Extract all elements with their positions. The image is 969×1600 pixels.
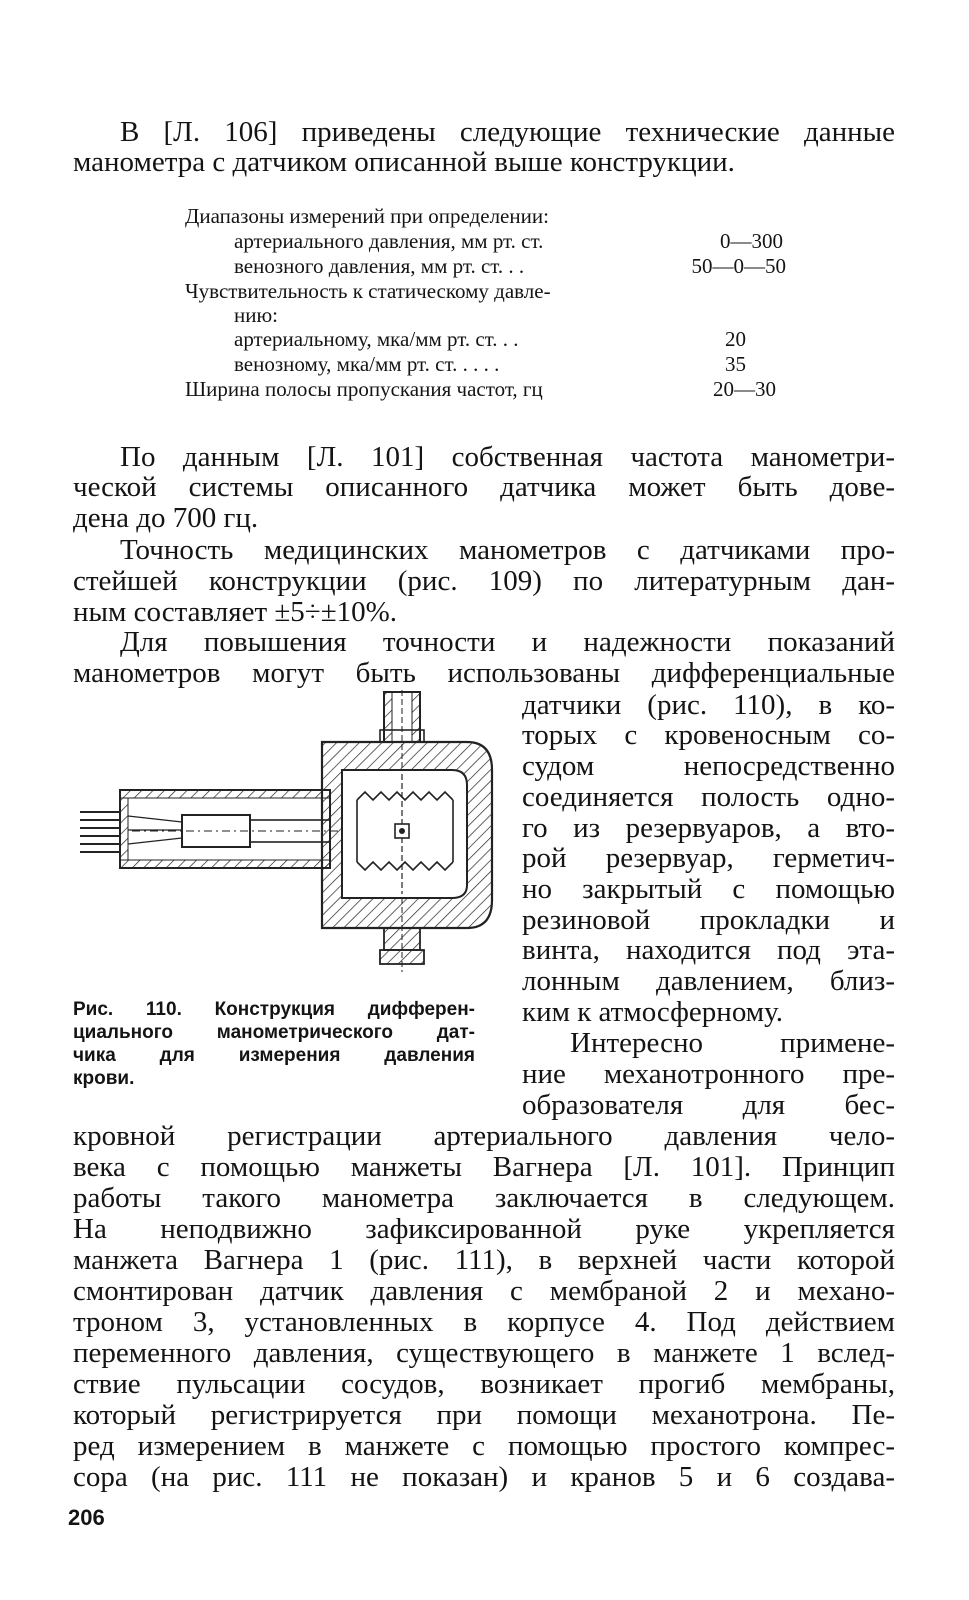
spec-venous-sens-value: 35: [725, 352, 746, 376]
tube-housing: [120, 790, 330, 868]
spec-bandwidth-label: Ширина полосы пропускания частот, гц: [185, 377, 543, 401]
intro-line: В [Л. 106] приведены следующие технические данные: [120, 116, 895, 148]
spec-arterial-value: 0—300: [720, 229, 783, 253]
para3-wrap-line: но закрытый с помощью: [522, 873, 895, 905]
para4-line: ствие пульсации сосудов, возникает прогиб мембраны,: [73, 1368, 895, 1400]
para3-wrap-line: соединяется полость одно-: [522, 781, 895, 813]
sensor-body: [322, 742, 492, 928]
para4-wrap-line: ние механотронного пре-: [522, 1058, 895, 1090]
para4-line: смонтирован датчик давления с мембраной 2 и механо-: [73, 1275, 895, 1307]
para3-wrap-line: датчики (рис. 110), в ко-: [522, 689, 895, 721]
spec-sensitivity-line: Чувствительность к статическому давле-: [185, 279, 551, 303]
spec-arterial-label: артериального давления, мм рт. ст.: [234, 229, 544, 253]
figure-110-sensor-drawing: [72, 690, 502, 990]
spec-venous-sens-label: венозному, мка/мм рт. ст. . . . .: [234, 352, 500, 376]
para4-line: работы такого манометра заключается в следующем.: [73, 1182, 895, 1214]
para4-line: На неподвижно зафиксированной руке укрепляется: [73, 1213, 895, 1245]
para4-line: троном 3, установленных в корпусе 4. Под действием: [73, 1306, 895, 1338]
para1-line: ческой системы описанного датчика может быть дове-: [73, 471, 895, 503]
spec-venous-label: венозного давления, мм рт. ст. . .: [234, 254, 525, 278]
para1-line: По данным [Л. 101] собственная частота манометри-: [120, 441, 895, 473]
wire-leads: [80, 812, 182, 852]
para3-wrap-line: рой резервуар, герметич-: [522, 842, 895, 874]
figure-caption: крови.: [73, 1068, 135, 1089]
spec-arterial-sens-value: 20: [725, 327, 746, 351]
para4-wrap-line: образователя для бес-: [522, 1089, 895, 1121]
para3-line: Для повышения точности и надежности показаний: [120, 626, 895, 658]
para4-line: который регистрируется при помощи механотрона. Пе-: [73, 1399, 895, 1431]
spec-bandwidth-value: 20—30: [713, 377, 776, 401]
para4-line: переменного давления, существующего в манжете 1 вслед-: [73, 1337, 895, 1369]
para4-line: ред измерением в манжете с помощью простого компрес-: [73, 1430, 895, 1462]
para4-line: сора (на рис. 111 не показан) и кранов 5 и 6 создава-: [73, 1461, 895, 1493]
para3-wrap-line: судом непосредственно: [522, 750, 895, 782]
para3-wrap-line: ким к атмосферному.: [522, 996, 783, 1028]
para3-line: манометров могут быть использованы дифференциальные: [73, 657, 895, 689]
spec-sensitivity-line: нию:: [234, 303, 278, 327]
para3-wrap-line: винта, находится под эта-: [522, 934, 895, 966]
intro-line: манометра с датчиком описанной выше конструкции.: [73, 146, 735, 178]
para4-line: кровной регистрации артериального давления чело-: [73, 1120, 895, 1152]
spec-venous-value: 50—0—50: [691, 254, 786, 278]
para3-wrap-line: лонным давлением, близ-: [522, 965, 895, 997]
page-number: 206: [68, 1505, 105, 1530]
para2-line: стейшей конструкции (рис. 109) по литературным дан-: [73, 565, 895, 597]
para1-line: дена до 700 гц.: [73, 502, 259, 534]
para3-wrap-line: го из резервуаров, а вто-: [522, 812, 895, 844]
spec-heading: Диапазоны измерений при определении:: [185, 204, 549, 228]
para4-wrap-line: Интересно примене-: [570, 1027, 895, 1059]
para2-line: Точность медицинских манометров с датчиками про-: [120, 534, 895, 566]
spec-arterial-sens-label: артериальному, мка/мм рт. ст. . .: [234, 327, 519, 351]
figure-caption: циального манометрического дат-: [73, 1022, 475, 1043]
para4-line: манжета Вагнера 1 (рис. 111), в верхней части которой: [73, 1244, 895, 1276]
para3-wrap-line: резиновой прокладки и: [522, 904, 895, 936]
figure-caption: Рис. 110. Конструкция дифферен-: [73, 999, 475, 1020]
para3-wrap-line: торых с кровеносным со-: [522, 719, 895, 751]
para4-line: века с помощью манжеты Вагнера [Л. 101]. Принцип: [73, 1151, 895, 1183]
figure-caption: чика для измерения давления: [73, 1045, 475, 1066]
para2-line: ным составляет ±5÷±10%.: [73, 596, 398, 628]
